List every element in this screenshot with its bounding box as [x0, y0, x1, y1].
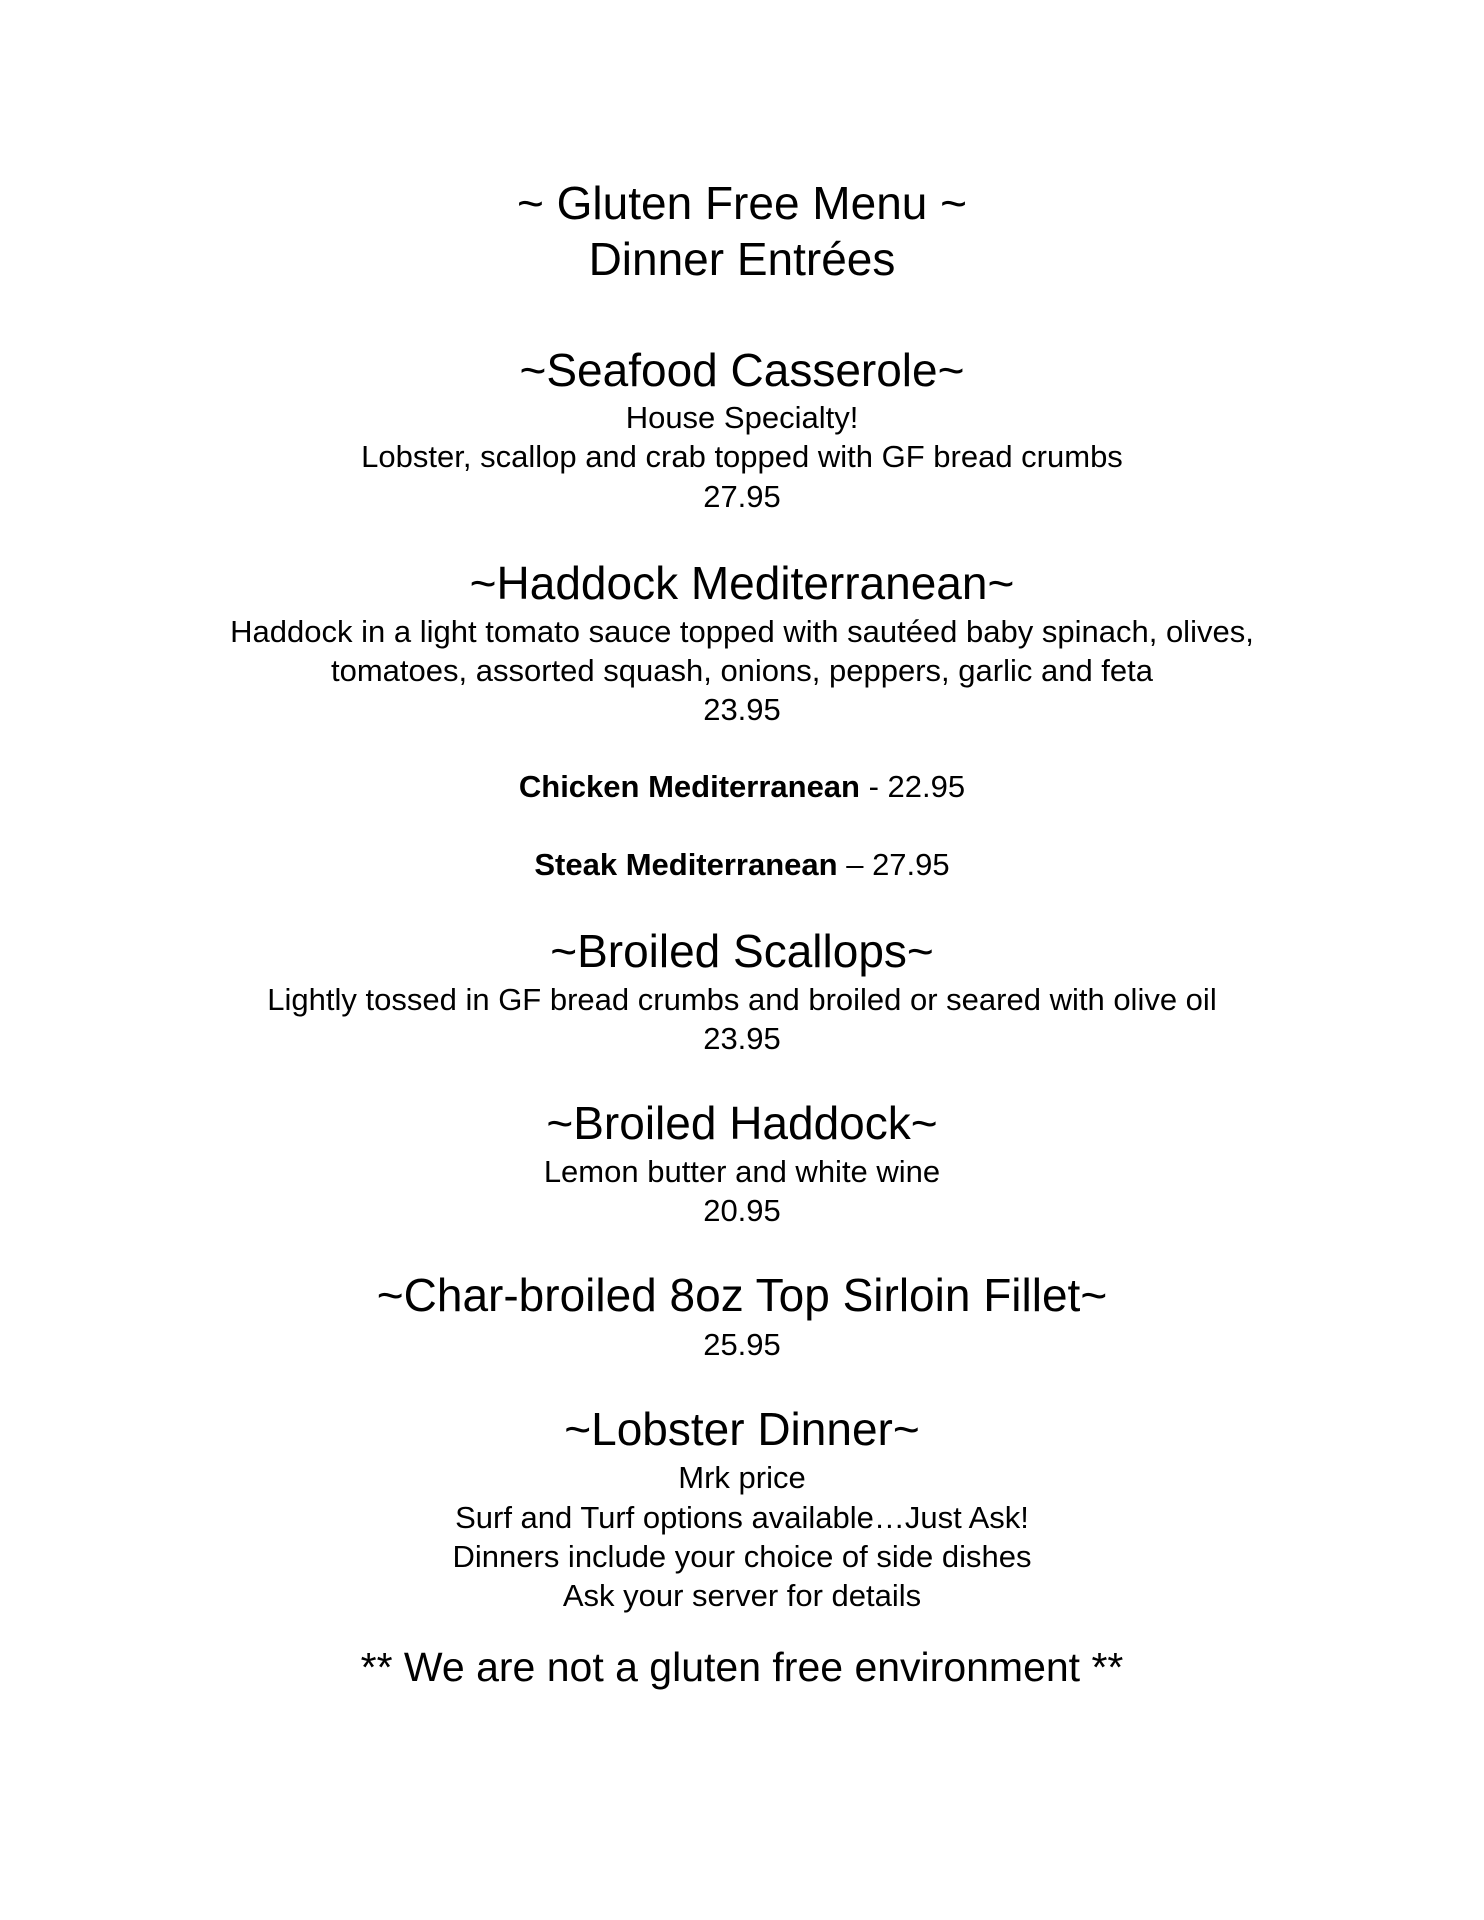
menu-note: Dinners include your choice of side dishes — [452, 1539, 1032, 1574]
item-description: Lemon butter and white wine — [543, 1154, 941, 1189]
item-description-line-2: tomatoes, assorted squash, onions, peppers, garlic and feta — [331, 653, 1153, 688]
menu-title: ~ Gluten Free Menu ~ — [516, 177, 968, 229]
menu-note: Ask your server for details — [562, 1578, 922, 1613]
variant-name: Chicken Mediterranean — [518, 769, 860, 804]
item-heading-lobster-dinner: ~Lobster Dinner~ — [564, 1403, 920, 1455]
item-price: 23.95 — [703, 692, 781, 727]
variant-steak-mediterranean — [0, 849, 1484, 880]
variant-price: 27.95 — [872, 847, 950, 882]
menu-subtitle: Dinner Entrées — [588, 233, 896, 285]
item-price: Mrk price — [678, 1460, 806, 1495]
item-tagline: House Specialty! — [625, 400, 859, 435]
item-price: 23.95 — [703, 1021, 781, 1056]
variant-separator: - — [859, 769, 888, 804]
variant-name: Steak Mediterranean — [534, 847, 838, 882]
item-description: Lobster, scallop and crab topped with GF bread crumbs — [361, 439, 1123, 474]
item-heading-broiled-haddock: ~Broiled Haddock~ — [546, 1097, 938, 1149]
variant-chicken-mediterranean — [0, 771, 1484, 802]
item-heading-haddock-mediterranean: ~Haddock Mediterranean~ — [469, 557, 1015, 609]
gluten-disclaimer: ** We are not a gluten free environment ** — [360, 1644, 1124, 1690]
variant-separator: – — [837, 847, 873, 882]
item-heading-top-sirloin-fillet: ~Char-broiled 8oz Top Sirloin Fillet~ — [376, 1269, 1108, 1321]
item-price: 20.95 — [703, 1193, 781, 1228]
item-heading-seafood-casserole: ~Seafood Casserole~ — [519, 344, 965, 396]
menu-note: Surf and Turf options available…Just Ask! — [455, 1500, 1029, 1535]
item-price: 25.95 — [703, 1327, 781, 1362]
variant-price: 22.95 — [887, 769, 966, 804]
item-price: 27.95 — [703, 479, 781, 514]
item-heading-broiled-scallops: ~Broiled Scallops~ — [550, 925, 934, 977]
item-description-line-1: Haddock in a light tomato sauce topped with sautéed baby spinach, olives, — [230, 614, 1254, 649]
item-description: Lightly tossed in GF bread crumbs and broiled or seared with olive oil — [267, 982, 1217, 1017]
